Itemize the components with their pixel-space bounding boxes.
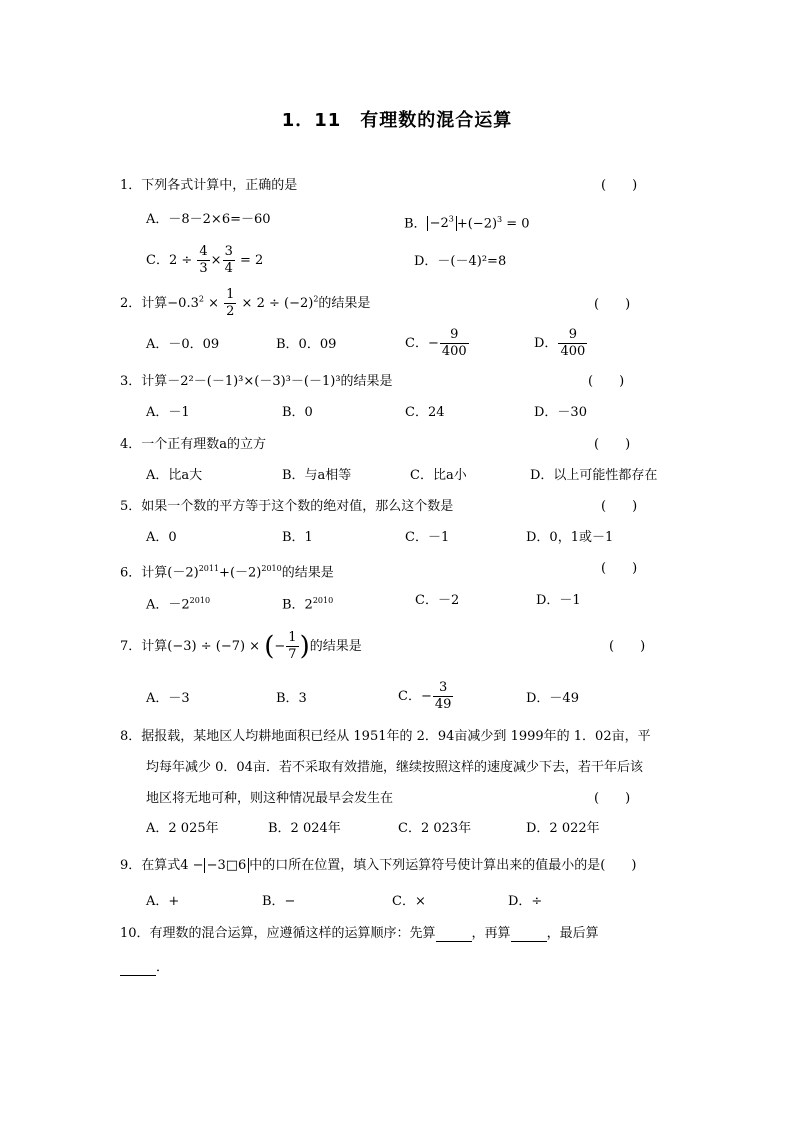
q8-option-d: D．2 022年 [526,821,600,836]
question-7-stem: 7．计算(−3) ÷ (−7) × (− $\frac{1}{7}$ )的结果是 [120,630,362,662]
q6-option-b: B．$2^{2010}$ [282,596,334,613]
q7-option-d: D．－49 [526,691,579,706]
expr: + [456,216,468,232]
q6-option-a: A．$-2^{2010}$ [146,596,211,613]
q8-option-a: A．2 025年 [146,821,219,836]
q4-option-d: D．以上可能性都存在 [530,468,658,483]
exponent: 3 [497,215,503,224]
fraction: $\frac{4}{3}$ [199,244,208,276]
q8-option-c: C．2 023年 [398,821,472,836]
question-4-stem: 4．一个正有理数a的立方 [120,437,267,452]
answer-bracket: ( ) [601,561,638,576]
q7-option-a: A．－3 [146,691,190,706]
answer-blank [436,927,472,942]
answer-bracket: ( ) [594,791,631,806]
q6-option-d: D．－1 [536,593,581,608]
q2-option-b: B．0．09 [276,337,337,352]
expr: × [210,253,222,268]
q7-option-c: C．− $\frac{3}{49}$ [398,680,452,712]
q8-option-b: B．2 024年 [268,821,341,836]
fraction: $\frac{1}{7}$ [288,630,297,662]
question-5-stem: 5．如果一个数的平方等于这个数的绝对值，那么这个数是 [120,499,454,514]
question-3-stem: 3．计算－2²－(－1)³×(－3)³－(－1)³的结果是 [120,374,393,389]
question-10-line-1: 10．有理数的混合运算，应遵循这样的运算顺序：先算 ，再算 ，最后算 [120,926,599,941]
fraction: $\frac{1}{2}$ [226,287,235,319]
q1-option-c [146,244,263,277]
question-2-stem: 2．计算$-0.3^2$ × $\frac{1}{2}$ × $2 \div (-2)^2$的结果是 [120,287,371,319]
question-8-line-2: 均每年减少 0．04亩．若不采取有效措施，继续按照这样的速度减少下去，若干年后该 [146,760,643,775]
expr: (−2) [467,216,498,232]
q4-option-c: C．比a小 [410,468,467,483]
answer-blank [511,927,547,942]
q9-option-c: C．× [392,894,426,909]
expr: −0.3 [167,296,199,311]
answer-bracket: ( ) [594,437,631,452]
question-8-line-3: 地区将无地可种，则这种情况最早会发生在 [146,791,394,806]
question-1-stem: 1．下列各式计算中，正确的是 [120,178,298,193]
q3-option-b: B．0 [282,405,313,420]
expr: = 2 [240,253,264,268]
answer-bracket: ( ) [588,374,625,389]
q2-option-a: A．－0．09 [146,337,220,352]
fraction: $\frac{9}{400}$ [441,327,467,359]
q1-option-d: D．－(－4)²=8 [414,254,507,269]
answer-blank [120,961,156,976]
q6-option-c: C．－2 [415,593,460,608]
q5-option-a: A．0 [146,530,177,545]
q1-option-a: A．－8－2×6=－60 [146,212,271,227]
q1-option-b [404,212,530,232]
answer-bracket: ( ) [601,178,638,193]
expr: 4 − [180,858,204,873]
option-label: B． [404,216,427,232]
expr: 2 ÷ [168,253,193,268]
q5-option-c: C．－1 [405,530,450,545]
q9-option-a: A．+ [146,894,180,909]
q9-option-b: B．− [262,894,296,909]
q2-option-c: C．− $\frac{9}{400}$ [405,327,467,359]
absolute-value [427,216,457,231]
answer-bracket: ( ) [609,639,646,654]
page-title: 1．11 有理数的混合运算 [281,110,513,131]
q5-option-d: D．0，1或－1 [526,530,614,545]
exponent: 3 [448,215,454,224]
fraction: $\frac{3}{49}$ [434,680,452,712]
question-8-line-1: 8．据报载，某地区人均耕地面积已经从 1951年的 2．94亩减少到 1999年的 1．02亩，平 [120,729,651,744]
expr: = 0 [502,216,530,232]
fraction: $\frac{3}{4}$ [224,244,233,276]
q4-option-b: B．与a相等 [282,468,352,483]
absolute-value: −3□6 [204,858,250,873]
question-10-line-2: ． [120,960,169,976]
question-9-stem: 9．在算式4 − −3□6 中的口所在位置，填入下列运算符号使计算出来的值最小的是( ) [120,858,637,873]
q9-option-d: D．÷ [508,894,543,909]
answer-bracket: ( ) [594,297,631,312]
q4-option-a: A．比a大 [146,468,203,483]
q5-option-b: B．1 [282,530,313,545]
expr: (−3) ÷ (−7) × [167,639,261,654]
q3-option-a: A．－1 [146,405,190,420]
question-6-stem: 6．计算$(-2)^{2011}+(-2)^{2010}$的结果是 [120,564,334,581]
q3-option-c: C．24 [405,405,445,420]
expr: −2 [429,216,449,232]
q7-option-b: B．3 [276,691,307,706]
option-label: C． [146,253,169,268]
q3-option-d: D．－30 [534,405,587,420]
q2-option-d: D． $\frac{9}{400}$ [534,327,586,359]
fraction: $\frac{9}{400}$ [560,327,586,359]
answer-bracket: ( ) [601,499,638,514]
